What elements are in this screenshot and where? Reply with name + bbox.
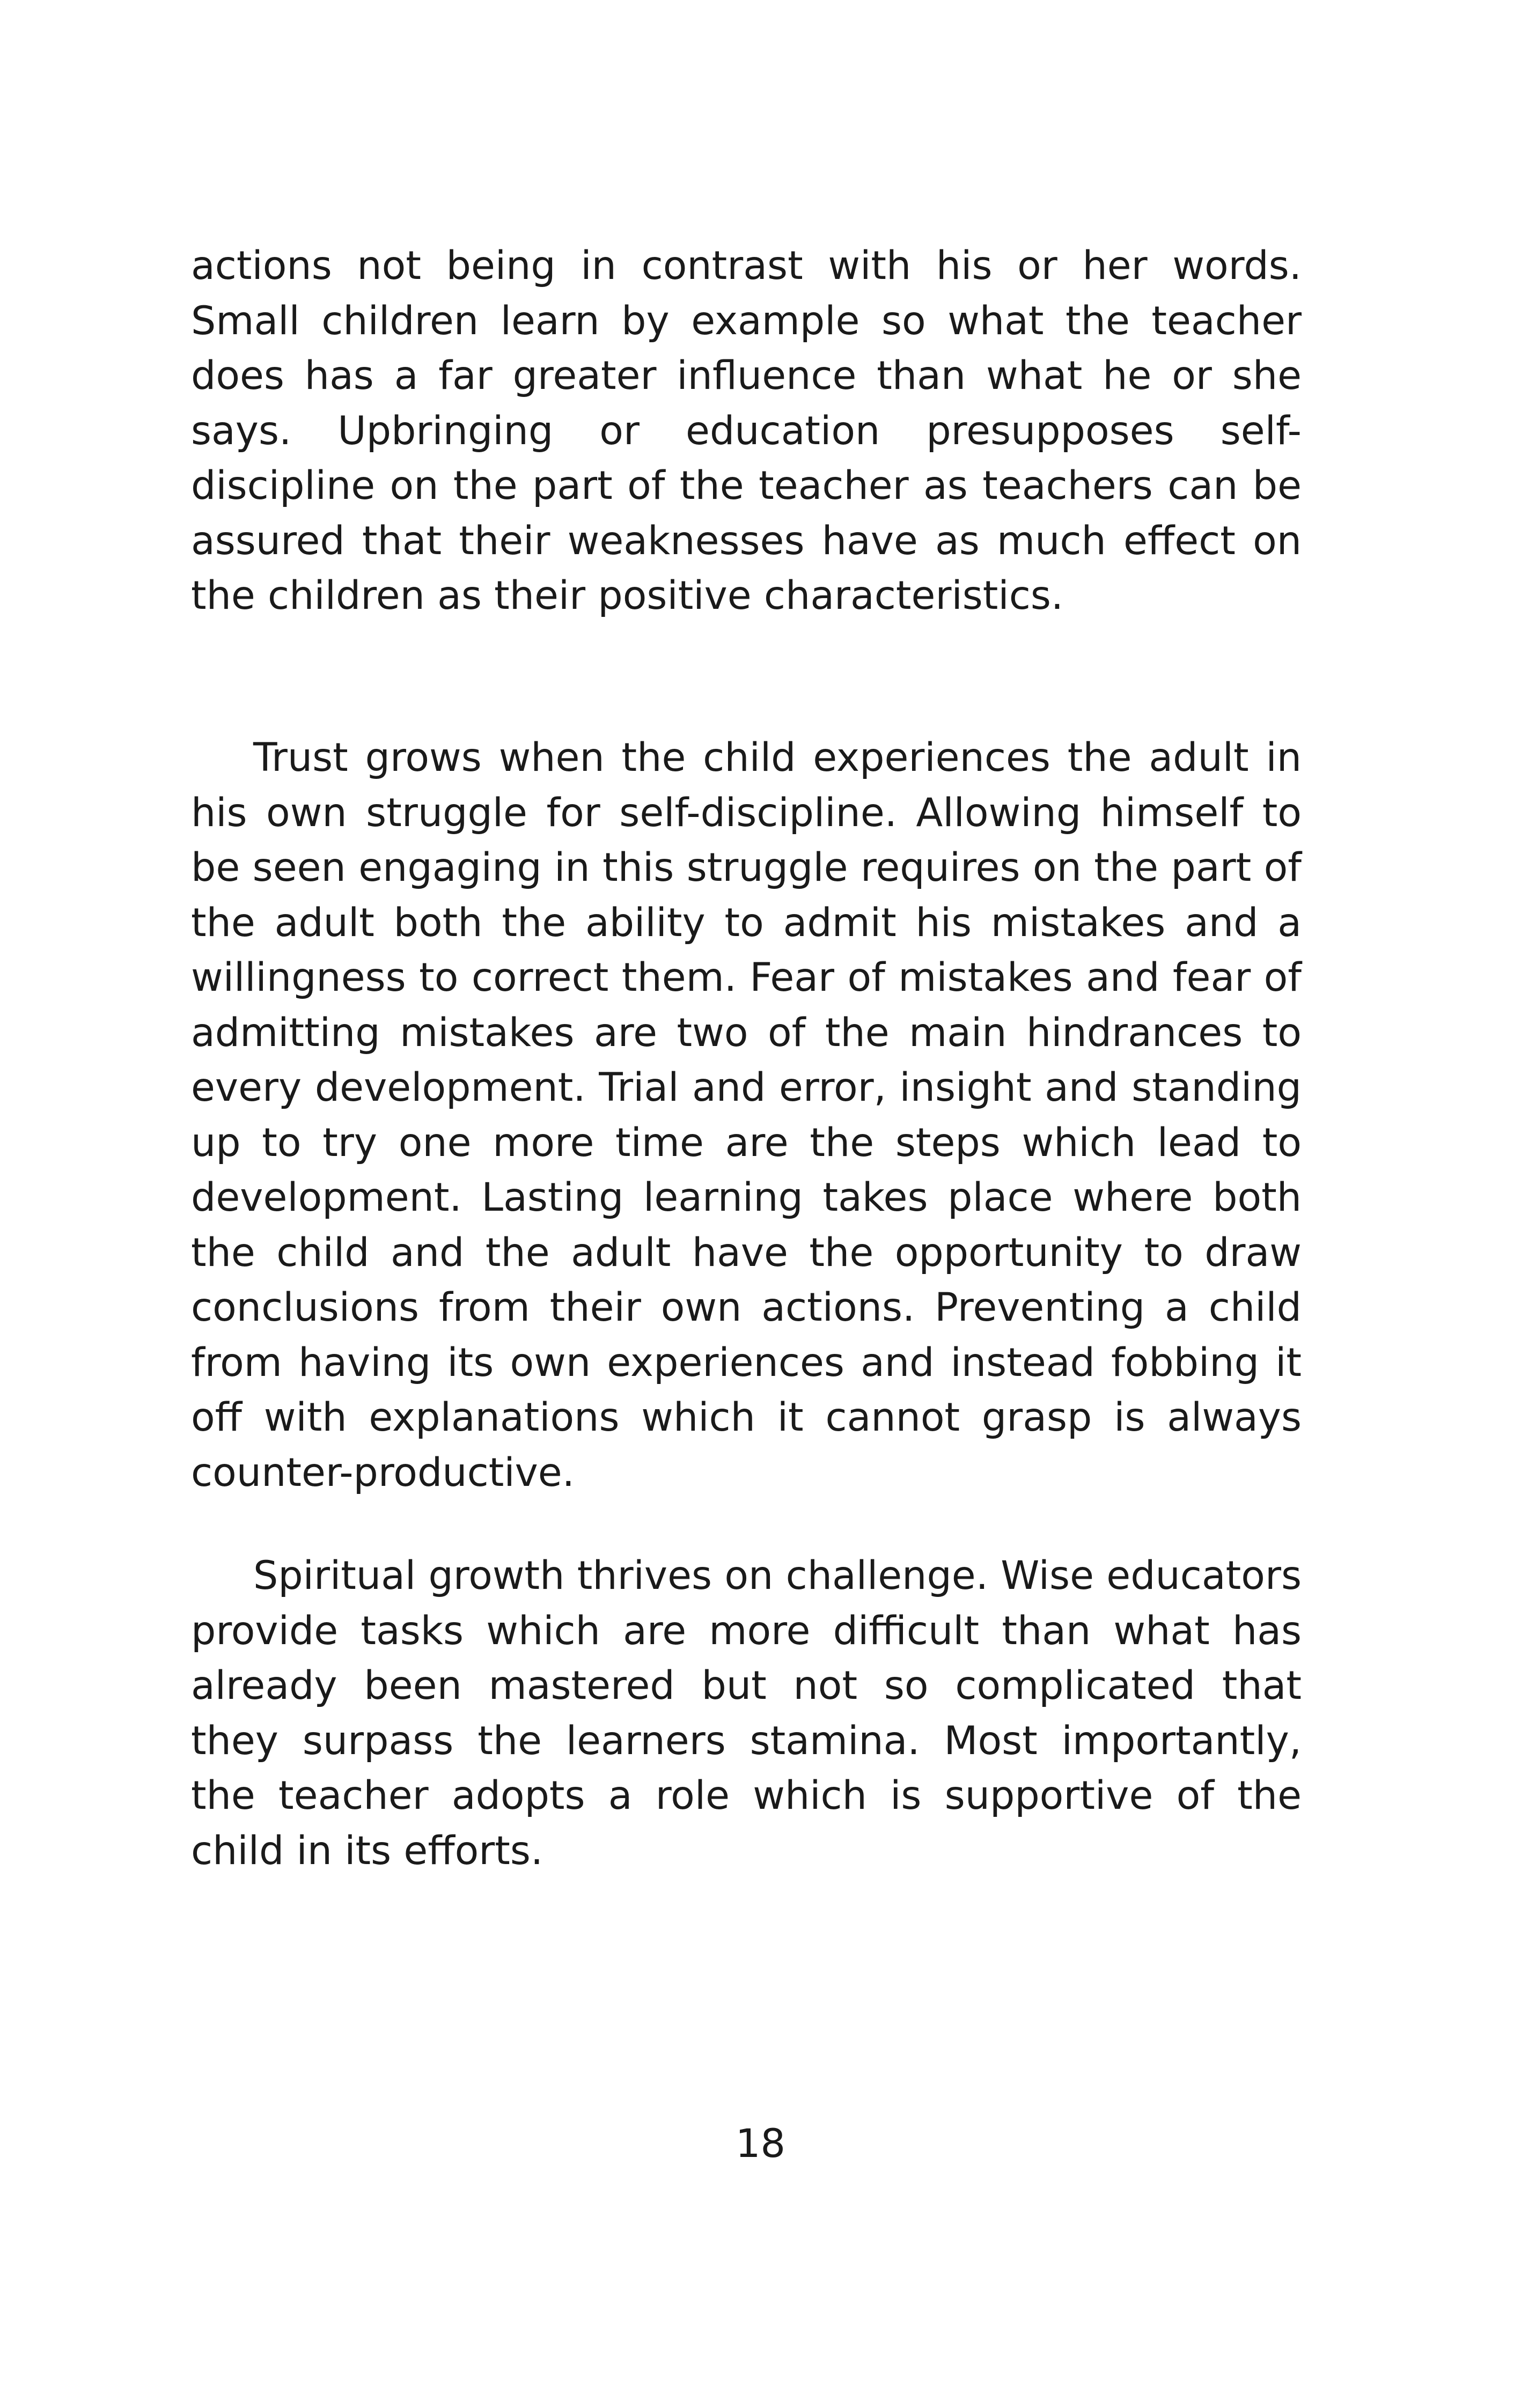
paragraph-3: Spiritual growth thrives on challenge. Wise educators provide tasks which are more difficult than what has already been mastered but not so complicated that they surpass the learners stamina. Most importantly, the teacher adopts a role which is supportive of the child in its efforts. xyxy=(191,1553,1302,1874)
page-number: 18 xyxy=(736,2121,785,2167)
paragraph-1: actions not being in contrast with his or her words. Small children learn by example so what the teacher does has a far greater influence than what he or she says. Upbringing or education presupposes self-discipline on the part of the teacher as teachers can be assured that their weaknesses have as much effect on the children as their positive characteristics. xyxy=(191,243,1302,618)
paragraph-2: Trust grows when the child experiences the adult in his own struggle for self-discipline. Allowing himself to be seen engaging in this struggle requires on the part of the adult both the ability to admit his mistakes and a willingness to correct them. Fear of mistakes and fear of admitting mistakes are two of the main hindrances to every development. Trial and error, insight and standing up to try one more time are the steps which lead to development. Lasting learning takes place where both the child and the adult have the opportunity to draw conclusions from their own actions. Preventing a child from having its own experiences and instead fobbing it off with explanations which it cannot grasp is always counter-productive. xyxy=(191,735,1302,1496)
